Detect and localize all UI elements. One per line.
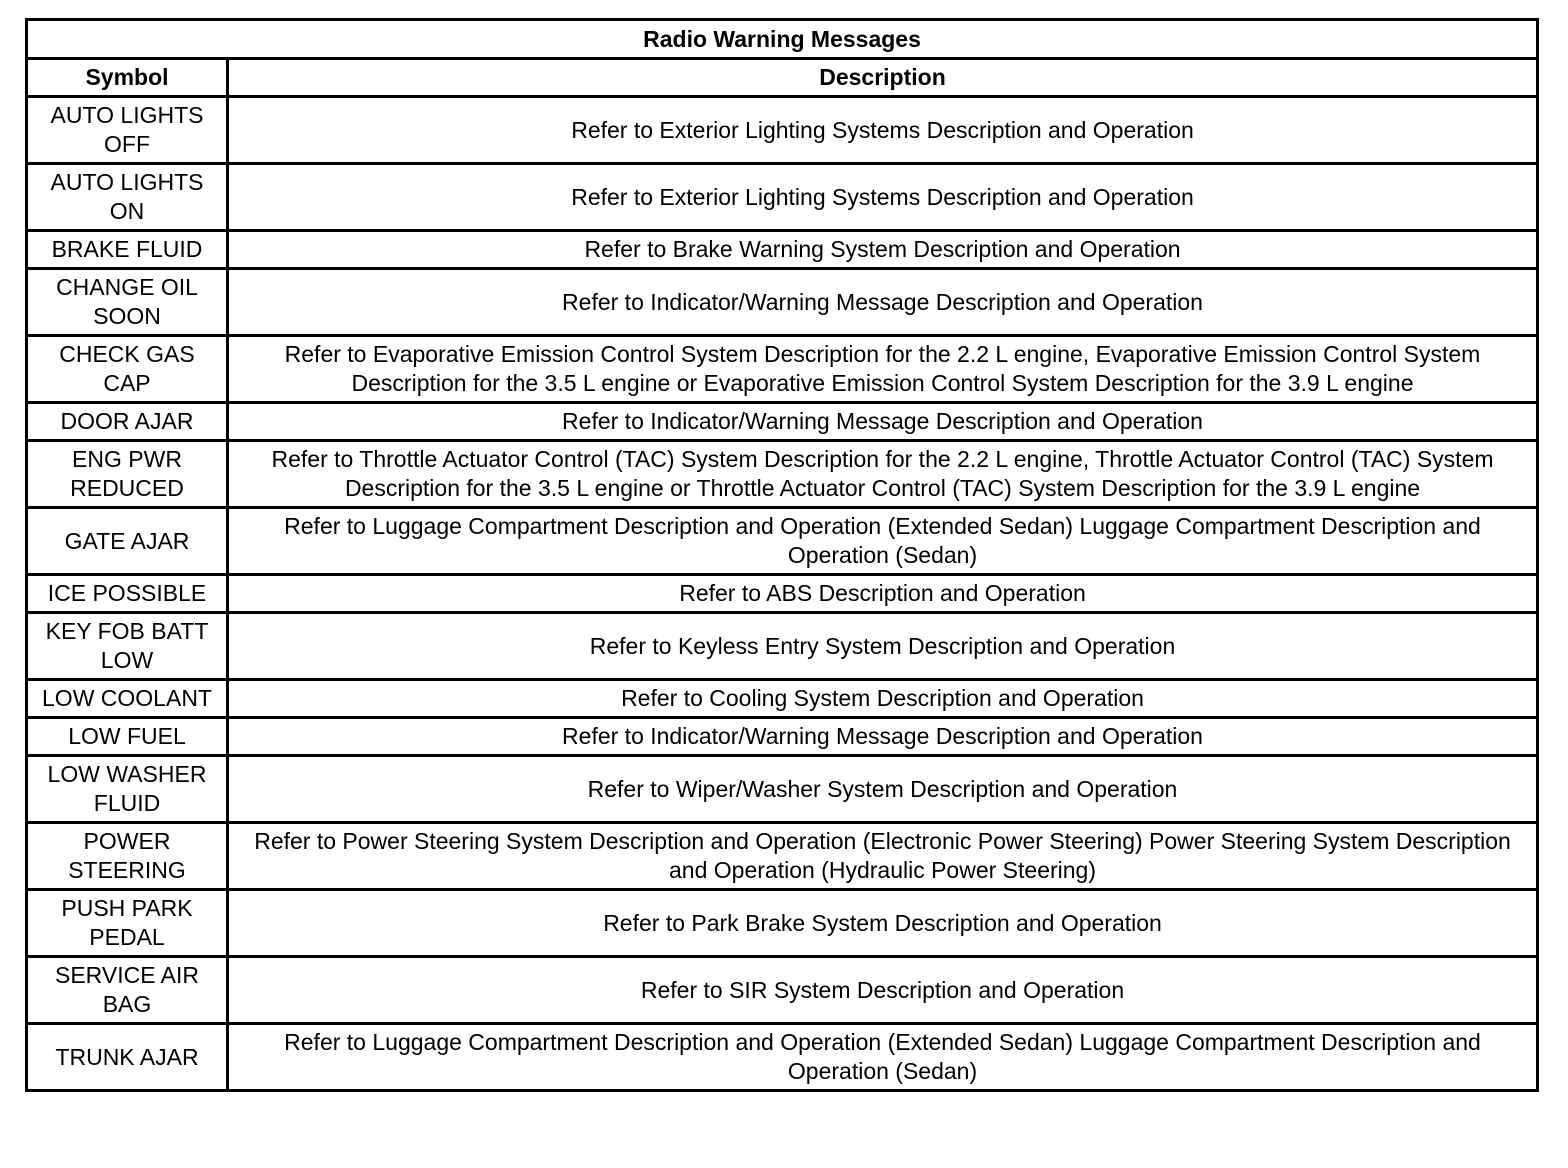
table-row (27, 403, 1538, 441)
table-row (27, 890, 1538, 957)
table-row (27, 718, 1538, 756)
table-row (27, 680, 1538, 718)
symbol-cell: GATE AJAR (27, 508, 228, 575)
description-cell: Refer to SIR System Description and Operation (228, 957, 1538, 1024)
description-cell: Refer to Luggage Compartment Description and Operation (Extended Sedan) Luggage Compartment Description and Operation (Sedan) (228, 1024, 1538, 1091)
table-row (27, 1024, 1538, 1091)
table-row (27, 231, 1538, 269)
column-header-description: Description (228, 59, 1538, 97)
description-cell: Refer to Throttle Actuator Control (TAC) System Description for the 2.2 L engine, Throttle Actuator Control (TAC) System Description for the 3.5 L engine or Throttle Actuator Control (TAC) System Description for the 3.9 L engine (228, 441, 1538, 508)
column-header-symbol: Symbol (27, 59, 228, 97)
symbol-cell: TRUNK AJAR (27, 1024, 228, 1091)
table-row (27, 575, 1538, 613)
table-row (27, 823, 1538, 890)
description-cell: Refer to Wiper/Washer System Description and Operation (228, 756, 1538, 823)
description-cell: Refer to Indicator/Warning Message Description and Operation (228, 403, 1538, 441)
table-row (27, 164, 1538, 231)
table-row (27, 508, 1538, 575)
symbol-cell: KEY FOB BATT LOW (27, 613, 228, 680)
table-row (27, 336, 1538, 403)
symbol-cell: PUSH PARK PEDAL (27, 890, 228, 957)
description-cell: Refer to Luggage Compartment Description and Operation (Extended Sedan) Luggage Compartment Description and Operation (Sedan) (228, 508, 1538, 575)
symbol-cell: ENG PWR REDUCED (27, 441, 228, 508)
symbol-cell: DOOR AJAR (27, 403, 228, 441)
description-cell: Refer to Indicator/Warning Message Description and Operation (228, 718, 1538, 756)
symbol-cell: POWER STEERING (27, 823, 228, 890)
symbol-cell: LOW FUEL (27, 718, 228, 756)
symbol-cell: AUTO LIGHTS ON (27, 164, 228, 231)
symbol-cell: SERVICE AIR BAG (27, 957, 228, 1024)
description-cell: Refer to Brake Warning System Description and Operation (228, 231, 1538, 269)
description-cell: Refer to Cooling System Description and Operation (228, 680, 1538, 718)
table-title: Radio Warning Messages (27, 20, 1538, 59)
symbol-cell: ICE POSSIBLE (27, 575, 228, 613)
symbol-cell: CHANGE OIL SOON (27, 269, 228, 336)
description-cell: Refer to Power Steering System Description and Operation (Electronic Power Steering) Power Steering System Description and Operation (Hydraulic Power Steering) (228, 823, 1538, 890)
table-row (27, 269, 1538, 336)
symbol-cell: BRAKE FLUID (27, 231, 228, 269)
table-row (27, 756, 1538, 823)
description-cell: Refer to Indicator/Warning Message Description and Operation (228, 269, 1538, 336)
table-row (27, 441, 1538, 508)
description-cell: Refer to ABS Description and Operation (228, 575, 1538, 613)
table-row (27, 613, 1538, 680)
description-cell: Refer to Park Brake System Description and Operation (228, 890, 1538, 957)
description-cell: Refer to Keyless Entry System Description and Operation (228, 613, 1538, 680)
description-cell: Refer to Evaporative Emission Control System Description for the 2.2 L engine, Evaporative Emission Control System Description for the 3.5 L engine or Evaporative Emission Control System Description for the 3.9 L engine (228, 336, 1538, 403)
symbol-cell: LOW COOLANT (27, 680, 228, 718)
table-row (27, 97, 1538, 164)
radio-warning-messages-table (25, 18, 1539, 1092)
description-cell: Refer to Exterior Lighting Systems Description and Operation (228, 97, 1538, 164)
symbol-cell: LOW WASHER FLUID (27, 756, 228, 823)
description-cell: Refer to Exterior Lighting Systems Description and Operation (228, 164, 1538, 231)
symbol-cell: CHECK GAS CAP (27, 336, 228, 403)
symbol-cell: AUTO LIGHTS OFF (27, 97, 228, 164)
table-row (27, 957, 1538, 1024)
